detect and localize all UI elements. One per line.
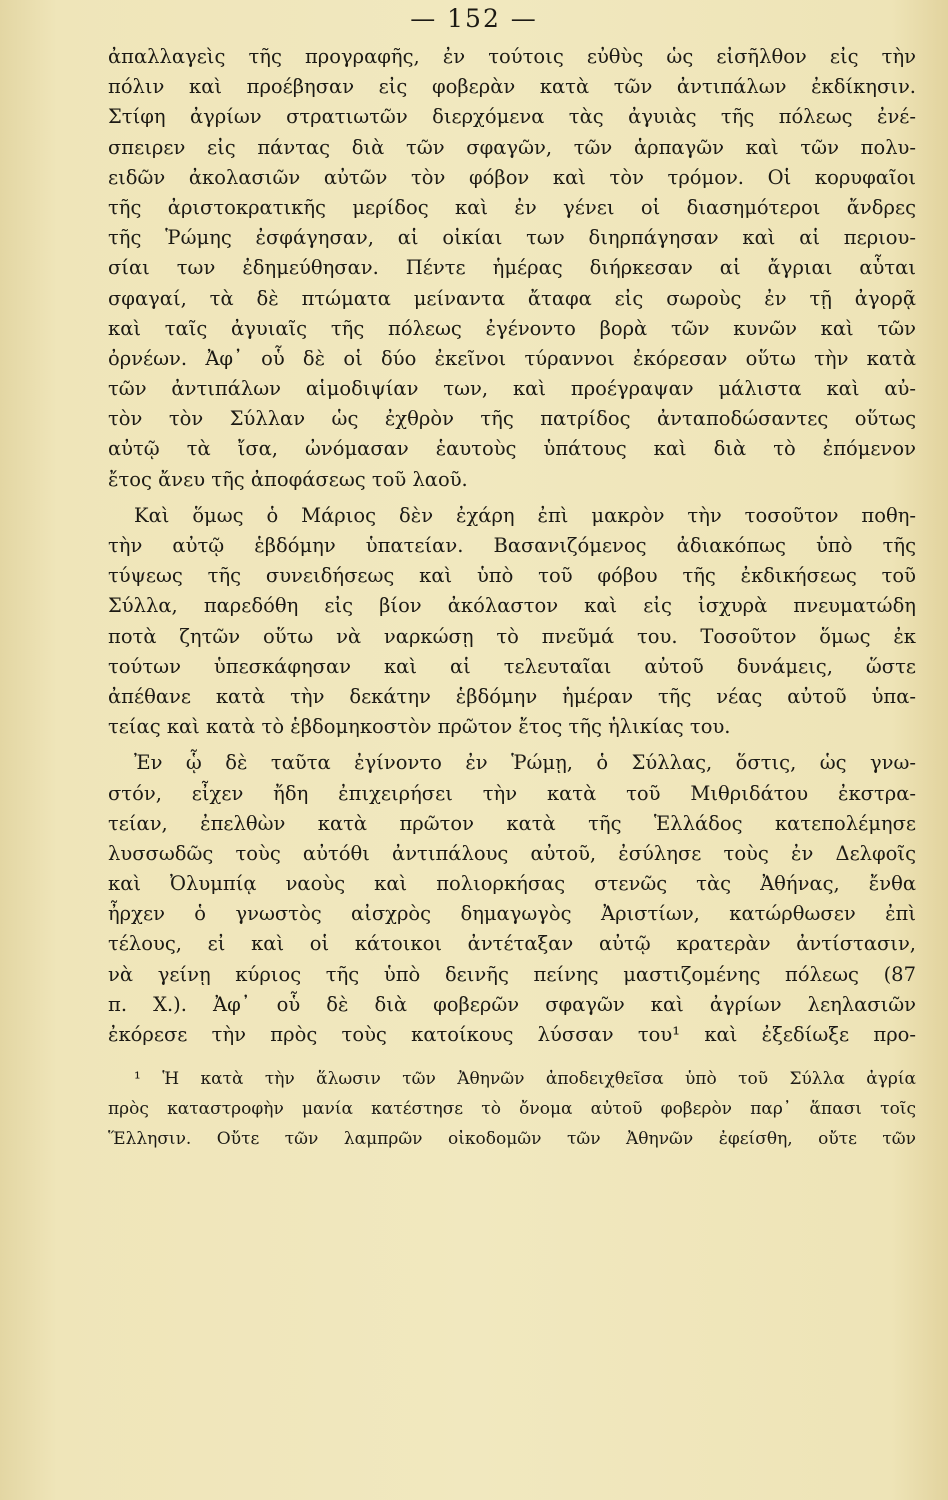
text-line: στόν, εἶχεν ἤδη ἐπιχειρήσει τὴν κατὰ τοῦ Μιθριδάτου ἐκστρα- [108,781,916,805]
text-line: τῆς Ῥώμης ἐσφάγησαν, αἱ οἰκίαι των διηρπάγησαν καὶ αἱ περιου- [108,226,916,250]
text-line: σίαι των ἐδημεύθησαν. Πέντε ἡμέρας διήρκεσαν αἱ ἄγριαι αὗται [108,256,916,280]
text-line: π. Χ.). Ἀφ᾽ οὗ δὲ διὰ φοβερῶν σφαγῶν καὶ ἀγρίων λεηλασιῶν [108,992,916,1016]
text-line: ἐκόρεσε τὴν πρὸς τοὺς κατοίκους λύσσαν του¹ καὶ ἐξεδίωξε προ- [108,1023,916,1046]
text-line: ἦρχεν ὁ γνωστὸς αἰσχρὸς δημαγωγὸς Ἀριστίων, κατώρθωσεν ἐπὶ [108,902,916,926]
text-line: σφαγαί, τὰ δὲ πτώματα μείναντα ἄταφα εἰς σωροὺς ἐν τῇ ἀγορᾷ [108,286,916,310]
text-line: τὸν τὸν Σύλλαν ὡς ἐχθρὸν τῆς πατρίδος ἀνταποδώσαντες οὕτως [108,407,916,431]
text-line: Σύλλα, παρεδόθη εἰς βίον ἀκόλαστον καὶ εἰς ἰσχυρὰ πνευματώδη [108,594,916,618]
text-line: τύψεως τῆς συνειδήσεως καὶ ὑπὸ τοῦ φόβου τῆς ἐκδικήσεως τοῦ [108,564,916,588]
footnote-line: πρὸς καταστροφὴν μανία κατέστησε τὸ ὄνομα αὐτοῦ φοβερὸν παρ᾽ ἅπασι τοῖς [108,1099,916,1120]
page-number: — 152 — [410,4,538,33]
text-line: νὰ γείνῃ κύριος τῆς ὑπὸ δεινῆς πείνης μαστιζομένης πόλεως (87 [108,962,916,986]
text-line: ειδῶν ἀκολασιῶν αὐτῶν τὸν φόβον καὶ τὸν τρόμον. Οἱ κορυφαῖοι [108,165,916,189]
text-line: Ἐν ᾧ δὲ ταῦτα ἐγίνοντο ἐν Ῥώμῃ, ὁ Σύλλας, ὅστις, ὡς γνω- [134,751,916,775]
text-line: ἀπαλλαγεὶς τῆς προγραφῆς, ἐν τούτοις εὐθὺς ὡς εἰσῆλθον εἰς τὴν [108,45,916,68]
text-line: τούτων ὑπεσκάφησαν καὶ αἱ τελευταῖαι αὐτοῦ δυνάμεις, ὥστε [108,654,916,678]
text-line: τείαν, ἐπελθὼν κατὰ πρῶτον κατὰ τῆς Ἑλλάδος κατεπολέμησε [108,811,916,835]
footnote [108,1064,916,1154]
footnote-line: ¹ Ἡ κατὰ τὴν ἅλωσιν τῶν Ἀθηνῶν ἀποδειχθεῖσα ὑπὸ τοῦ Σύλλα ἀγρία [134,1069,916,1090]
text-line: λυσσωδῶς τοὺς αὐτόθι ἀντιπάλους αὐτοῦ, ἐσύλησε τοὺς ἐν Δελφοῖς [108,841,916,865]
page-text [108,42,916,1154]
text-line: τείας καὶ κατὰ τὸ ἑβδομηκοστὸν πρῶτον ἔτος τῆς ἡλικίας του. [108,715,731,739]
text-line: Καὶ ὅμως ὁ Μάριος δὲν ἐχάρη ἐπὶ μακρὸν τὴν τοσοῦτον ποθη- [134,503,916,527]
text-line: τὴν αὐτῷ ἑβδόμην ὑπατείαν. Βασανιζόμενος ἀδιακόπως ὑπὸ τῆς [108,534,916,557]
text-line: ποτὰ ζητῶν οὕτω νὰ ναρκώσῃ τὸ πνεῦμά του. Τοσοῦτον ὅμως ἐκ [108,624,916,648]
text-line: ἔτος ἄνευ τῆς ἀποφάσεως τοῦ λαοῦ. [108,467,468,491]
paragraph-1 [108,42,916,495]
text-line: τῶν ἀντιπάλων αἱμοδιψίαν των, καὶ προέγραψαν μάλιστα καὶ αὐ- [108,377,916,401]
text-line: πόλιν καὶ προέβησαν εἰς φοβερὰν κατὰ τῶν ἀντιπάλων ἐκδίκησιν. [108,75,916,99]
text-line: αὐτῷ τὰ ἴσα, ὠνόμασαν ἑαυτοὺς ὑπάτους καὶ διὰ τὸ ἐπόμενον [108,437,916,461]
paragraph-3 [108,748,916,1050]
text-line: καὶ ταῖς ἀγυιαῖς τῆς πόλεως ἐγένοντο βορὰ τῶν κυνῶν καὶ τῶν [108,316,916,340]
paragraph-2 [108,501,916,743]
text-line: σπειρεν εἰς πάντας διὰ τῶν σφαγῶν, τῶν ἁρπαγῶν καὶ τῶν πολυ- [108,135,916,159]
text-line: τέλους, εἰ καὶ οἱ κάτοικοι ἀντέταξαν αὐτῷ κρατερὰν ἀντίστασιν, [108,932,916,956]
text-line: ἀπέθανε κατὰ τὴν δεκάτην ἑβδόμην ἡμέραν τῆς νέας αὐτοῦ ὑπα- [108,684,916,708]
text-line: καὶ Ὀλυμπίᾳ ναοὺς καὶ πολιορκήσας στενῶς τὰς Ἀθήνας, ἔνθα [108,872,916,896]
text-line: Στίφη ἀγρίων στρατιωτῶν διερχόμενα τὰς ἀγυιὰς τῆς πόλεως ἐνέ- [108,105,916,129]
text-line: ὀρνέων. Ἀφ᾽ οὗ δὲ οἱ δύο ἐκεῖνοι τύραννοι ἐκόρεσαν οὕτω τὴν κατὰ [108,346,916,370]
text-line: τῆς ἀριστοκρατικῆς μερίδος καὶ ἐν γένει οἱ διασημότεροι ἄνδρες [108,195,916,219]
footnote-line: Ἕλλησιν. Οὔτε τῶν λαμπρῶν οἰκοδομῶν τῶν Ἀθηνῶν ἐφείσθη, οὔτε τῶν [108,1129,916,1150]
